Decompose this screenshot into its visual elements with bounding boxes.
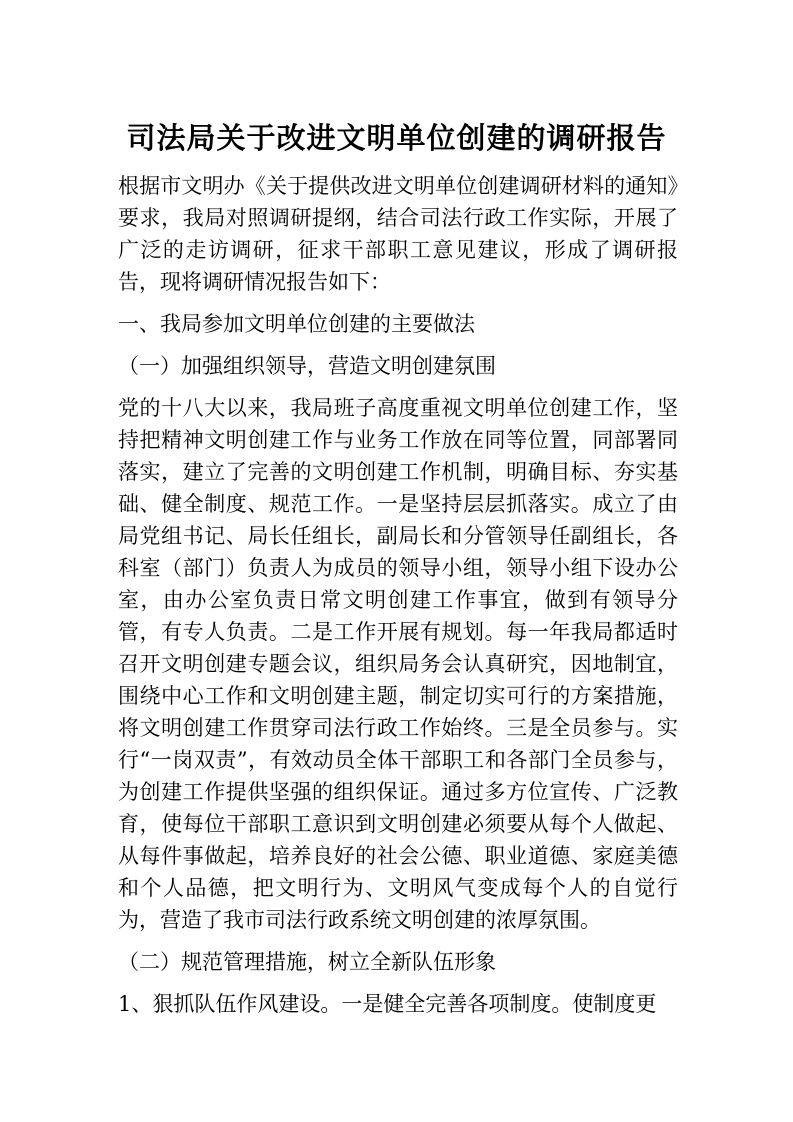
intro-paragraph: 根据市文明办《关于提供改进文明单位创建调研材料的通知》要求，我局对照调研提纲，结合司法行政工作实际，开展了广泛的走访调研，征求干部职工意见建议，形成了调研报告，现将调研情况报告如下：	[118, 174, 678, 294]
document-body	[118, 170, 678, 1030]
document-title: 司法局关于改进文明单位创建的调研报告	[126, 121, 667, 155]
subsection-heading-1: （一）加强组织领导，营造文明创建氛围	[118, 354, 496, 378]
section-heading-1: 一、我局参加文明单位创建的主要做法	[118, 312, 475, 336]
subsection-heading-2: （二）规范管理措施，树立全新队伍形象	[118, 950, 496, 974]
body-paragraph: 党的十八大以来，我局班子高度重视文明单位创建工作，坚持把精神文明创建工作与业务工作放在同等位置，同部署同落实，建立了完善的文明创建工作机制，明确目标、夯实基础、健全制度、规范工作。一是坚持层层抓落实。成立了由局党组书记、局长任组长，副局长和分管领导任副组长，各科室（部门）负责人为成员的领导小组，领导小组下设办公室，由办公室负责日常文明创建工作事宜，做到有领导分管，有专人负责。二是工作开展有规划。每一年我局都适时召开文明创建专题会议，组织局务会认真研究，因地制宜，围绕中心工作和文明创建主题，制定切实可行的方案措施，将文明创建工作贯穿司法行政工作始终。三是全员参与。实行“一岗双责”，有效动员全体干部职工和各部门全员参与，为创建工作提供坚强的组织保证。通过多方位宣传、广泛教育，使每位干部职工意识到文明创建必须要从每个人做起、从每件事做起，培养良好的社会公德、职业道德、家庭美德和个人品德，把文明行为、文明风气变成每个人的自觉行为，营造了我市司法行政系统文明创建的浓厚氛围。	[118, 396, 678, 932]
body-paragraph-truncated: 1、狠抓队伍作风建设。一是健全完善各项制度。使制度更	[118, 992, 657, 1016]
